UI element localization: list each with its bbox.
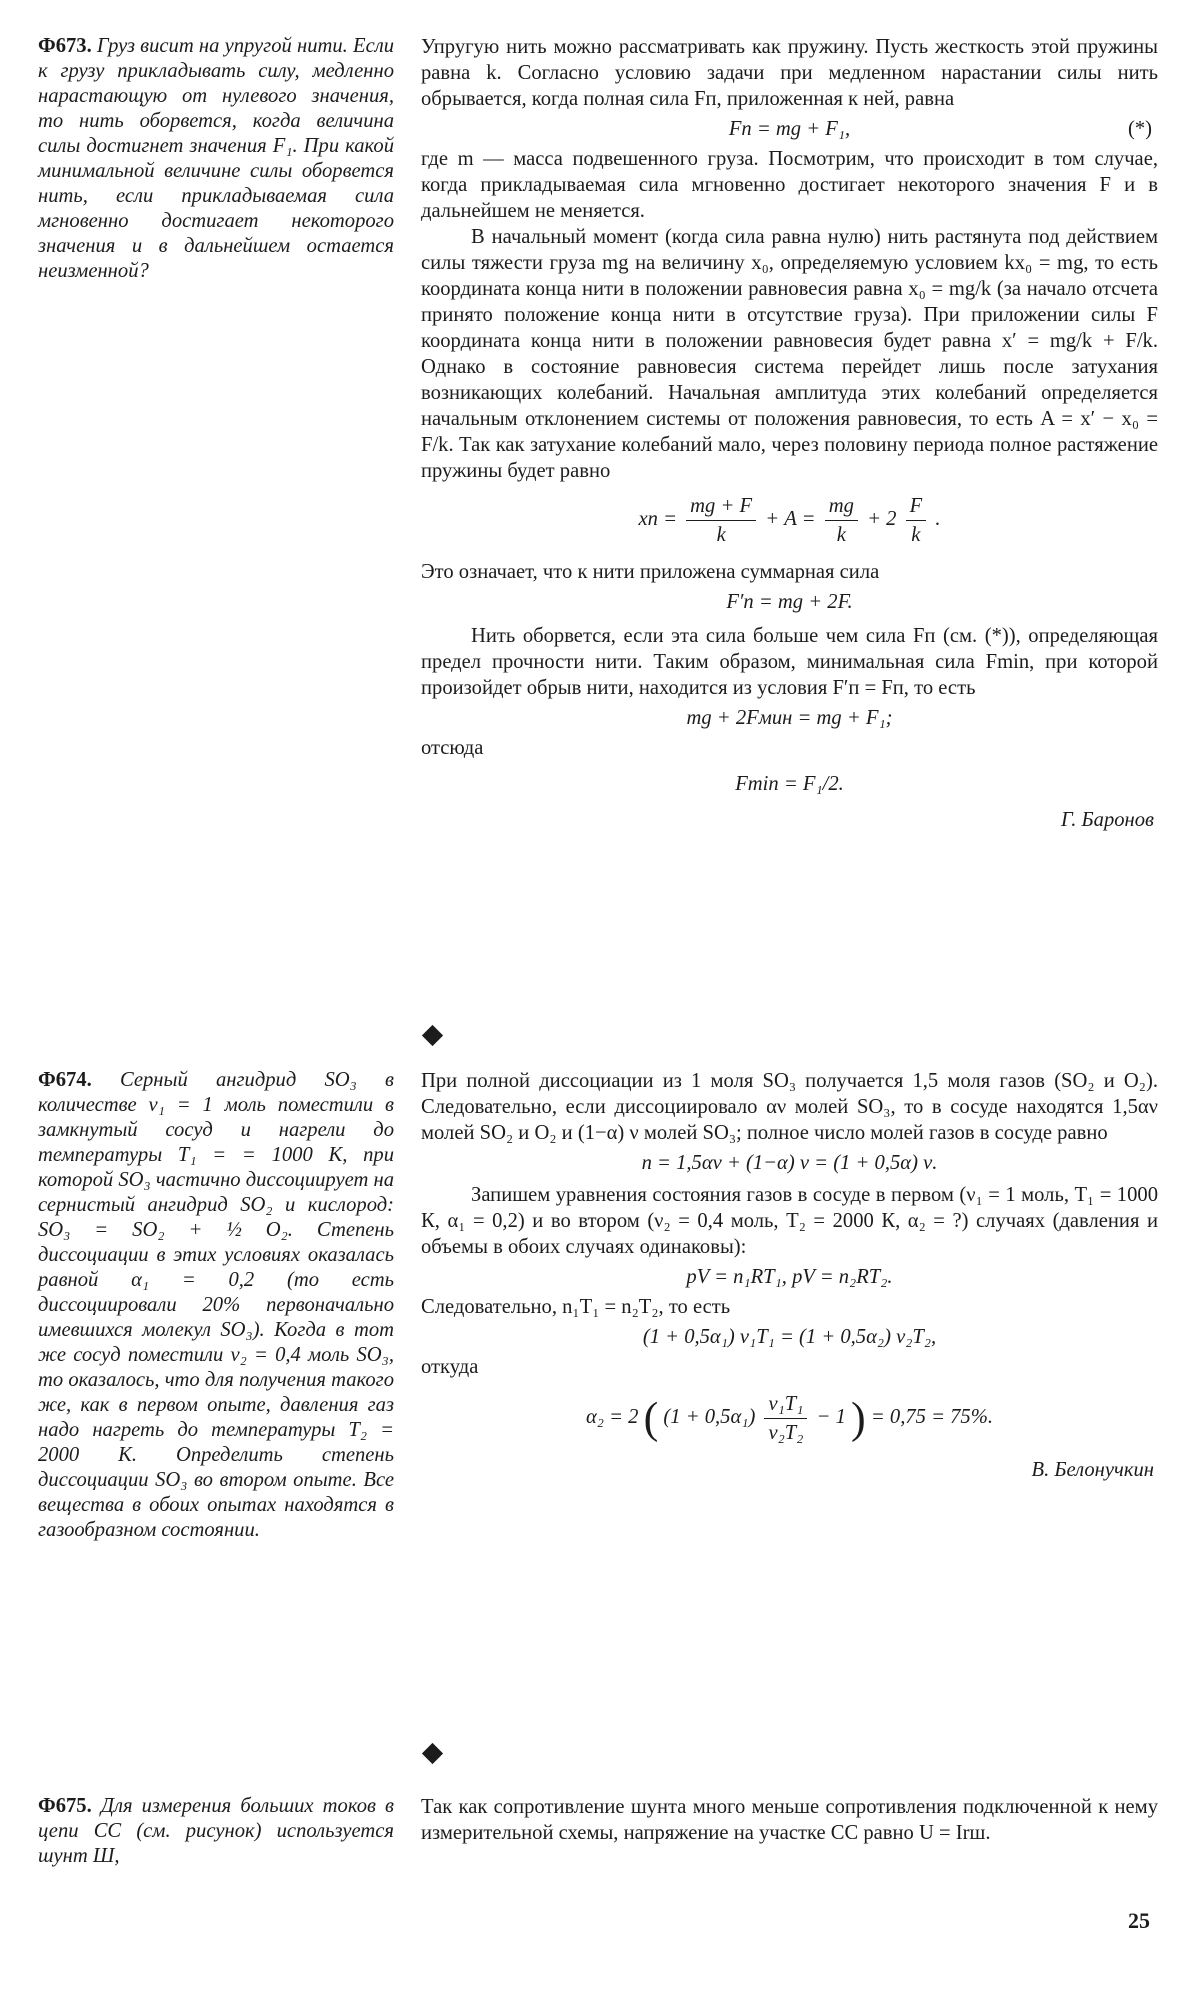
equation-fraction bbox=[421, 492, 1158, 549]
equation-part: xп = bbox=[638, 508, 677, 531]
fraction-numerator: mg bbox=[825, 492, 858, 521]
solution-paragraph: Так как сопротивление шунта много меньше сопротивления подключенной к нему измерительной схемы, напряжение на участке СС равно U = Irш. bbox=[421, 1796, 1158, 1844]
fraction-denominator: ν₂T₂ bbox=[768, 1422, 804, 1444]
problem-text: Серный ангидрид SO₃ в количестве ν₁ = 1 моль поместили в замкнутый сосуд и нагрели до температуры T₁ = = 1000 К, при которой SO₃ частично диссоциирует на сернистый ангидрид SO₂ и кислород: SO₃ = SO₂ + ½ O₂. Степень диссоциации в этих условиях оказалась равной α₁ = 0,2 (то есть диссоциировали 20% первоначально имевшихся молекул SO₃). Когда в тот же сосуд поместили ν₂ = 0,4 моль SO₃, то оказалось, что для получения такого же, как в первом опыте, давления газ надо нагреть до температуры T₂ = 2000 К. Определить степень диссоциации SO₃ во втором опыте. Все вещества в обоих опытах находятся в газообразном состоянии. bbox=[38, 1069, 394, 1541]
fraction bbox=[906, 492, 927, 549]
equation: mg + 2Fмин = mg + F₁; bbox=[686, 707, 893, 729]
equation-part: (1 + 0,5α₁) bbox=[663, 1406, 756, 1429]
page-number: 25 bbox=[1128, 1908, 1150, 1933]
problem-674-statement bbox=[38, 1068, 394, 1543]
section-divider-diamond bbox=[422, 1025, 443, 1046]
fraction-denominator: k bbox=[716, 524, 726, 546]
section-divider-diamond bbox=[422, 1743, 443, 1764]
fraction bbox=[825, 492, 858, 549]
equation: n = 1,5αν + (1−α) ν = (1 + 0,5α) ν. bbox=[641, 1152, 938, 1174]
fraction bbox=[686, 492, 756, 549]
equation-part: − 1 bbox=[816, 1406, 846, 1429]
fraction-denominator: k bbox=[836, 524, 846, 546]
solution-paragraph: Запишем уравнения состояния газов в сосуде в первом (ν₁ = 1 моль, T₁ = 1000 К, α₁ = 0,2) и во втором (ν₂ = 0,4 моль, T₂ = 2000 К, α₂ = ?) случаях (давления и объемы в обоих случаях одинаковы): bbox=[421, 1184, 1158, 1258]
solution-paragraph: Следовательно, n₁T₁ = n₂T₂, то есть bbox=[421, 1296, 731, 1318]
equation-part: α₂ = 2 bbox=[585, 1406, 639, 1429]
fraction-denominator: k bbox=[911, 524, 921, 546]
equation-tag: (*) bbox=[1127, 118, 1152, 140]
fraction-numerator: F bbox=[906, 492, 927, 521]
solution-paragraph: При полной диссоциации из 1 моля SO₃ получается 1,5 моля газов (SO₂ и O₂). Следовательно, если диссоциировало αν молей SO₃, то в сосуде находятся 1,5αν молей SO₂ и O₂ и (1−α) ν молей SO₃; полное число молей газов в сосуде равно bbox=[421, 1070, 1158, 1144]
solution-paragraph: Упругую нить можно рассматривать как пружину. Пусть жесткость этой пружины равна k. Согласно условию задачи при медленном нарастании силы нить обрывается, когда полная сила Fп, приложенная к ней, равна bbox=[421, 36, 1158, 110]
problem-675-solution bbox=[421, 1794, 1158, 1846]
fraction-numerator: ν₁T₁ bbox=[764, 1390, 807, 1419]
equation-part: . bbox=[935, 508, 941, 531]
paren-open: ( bbox=[643, 1393, 659, 1443]
paren-close: ) bbox=[851, 1393, 866, 1443]
fraction bbox=[764, 1390, 807, 1447]
solution-paragraph: Нить оборвется, если эта сила больше чем сила Fп (см. (*)), определяющая предел прочности нити. Таким образом, минимальная сила Fmin, при которой произойдет обрыв нити, находится из условия F′п = Fп, то есть bbox=[421, 625, 1158, 699]
fraction-numerator: mg + F bbox=[686, 492, 756, 521]
equation-text: Fп = mg + F₁, bbox=[728, 118, 851, 140]
equation-part: = 0,75 = 75%. bbox=[870, 1406, 994, 1429]
solution-paragraph: откуда bbox=[421, 1356, 479, 1378]
equation: F′п = mg + 2F. bbox=[726, 591, 853, 613]
author-signature: В. Белонучкин bbox=[1031, 1459, 1154, 1481]
equation-fraction bbox=[421, 1390, 1158, 1447]
equation: (1 + 0,5α₁) ν₁T₁ = (1 + 0,5α₂) ν₂T₂, bbox=[642, 1326, 937, 1348]
problem-674-solution bbox=[421, 1068, 1158, 1483]
problem-number: Ф674. bbox=[38, 1069, 92, 1091]
equation: pV = n₁RT₁, pV = n₂RT₂. bbox=[686, 1266, 893, 1288]
equation-star bbox=[421, 116, 1158, 142]
solution-paragraph: В начальный момент (когда сила равна нулю) нить растянута под действием силы тяжести груза mg на величину x₀, определяемую условием kx₀ = mg, то есть координата конца нити в положении равновесия равна x₀ = mg/k (за начало отсчета принято положение конца нити в отсутствие груза). При приложении силы F координата конца нити в положении равновесия будет равна x′ = mg/k + F/k. Однако в состояние равновесия система перейдет лишь после затухания возникающих колебаний. Начальная амплитуда этих колебаний определяется начальным отклонением системы от положения равновесия, то есть A = x′ − x₀ = F/k. Так как затухание колебаний мало, через половину периода полное растяжение пружины будет равно bbox=[421, 226, 1158, 482]
problem-673-solution bbox=[421, 34, 1158, 833]
equation: Fmin = F₁/2. bbox=[735, 773, 844, 795]
equation-part: + A = bbox=[765, 508, 816, 531]
equation-part: + 2 bbox=[867, 508, 897, 531]
problem-number: Ф675. bbox=[38, 1795, 92, 1817]
problem-675-statement bbox=[38, 1794, 394, 1869]
solution-paragraph: где m — масса подвешенного груза. Посмотрим, что происходит в том случае, когда прикладываемая сила мгновенно достигает некоторого значения F и в дальнейшем не меняется. bbox=[421, 148, 1158, 222]
problem-number: Ф673. bbox=[38, 35, 92, 57]
solution-paragraph: Это означает, что к нити приложена суммарная сила bbox=[421, 561, 880, 583]
problem-text: Груз висит на упругой нити. Если к грузу прикладывать силу, медленно нарастающую от нулевого значения, то нить оборвется, когда величина силы достигнет значения F₁. При какой минимальной величине силы оборвется нить, если прикладываемая сила мгновенно достигает некоторого значения и в дальнейшем остается неизменной? bbox=[38, 35, 394, 282]
problem-673-statement bbox=[38, 34, 394, 284]
solution-paragraph: отсюда bbox=[421, 737, 484, 759]
author-signature: Г. Баронов bbox=[1061, 809, 1154, 831]
problem-text: Для измерения больших токов в цепи СС (см. рисунок) используется шунт Ш, bbox=[38, 1795, 394, 1867]
